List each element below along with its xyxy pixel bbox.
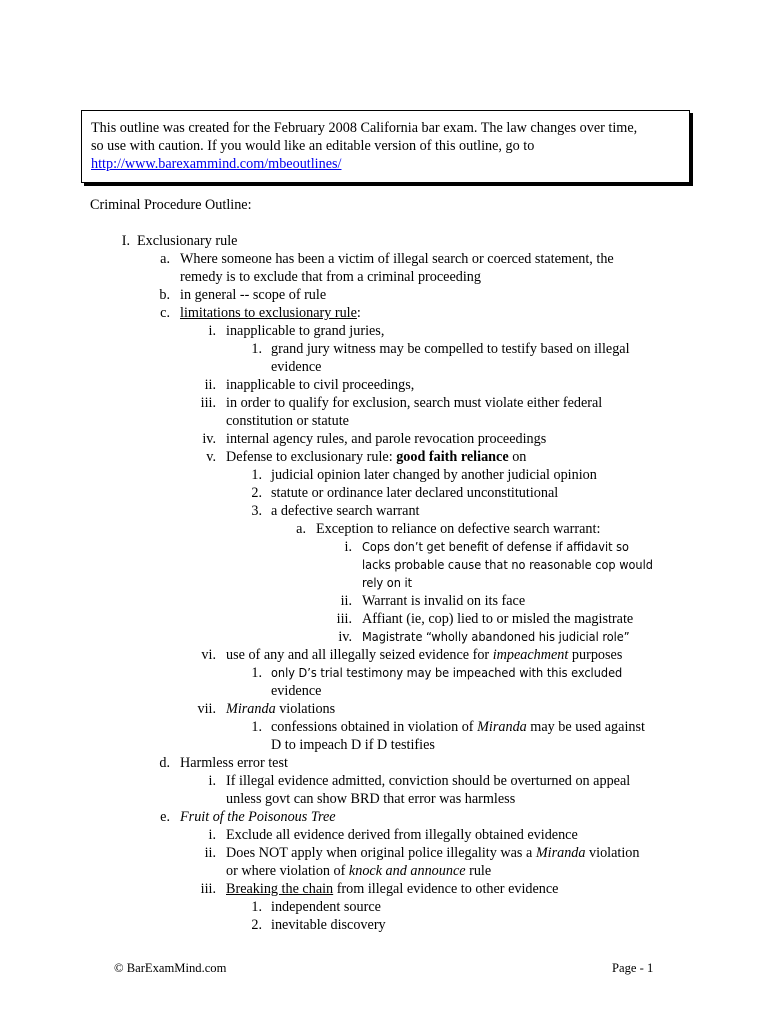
marker-c: c. bbox=[160, 305, 170, 321]
item-a-line-1: Where someone has been a victim of illegal search or coerced statement, the bbox=[180, 251, 614, 267]
item-e-ii-line-1 bbox=[226, 844, 639, 862]
notice-line-1: This outline was created for the February 2008 California bar exam. The law changes over time, bbox=[91, 120, 638, 136]
item-c-iii-line-1: in order to qualify for exclusion, search must violate either federal bbox=[226, 395, 603, 411]
item-e-ii-suffix: violation bbox=[585, 845, 640, 861]
item-c-vi bbox=[226, 646, 622, 664]
item-c-vii-1-line-2: D to impeach D if D testifies bbox=[271, 737, 435, 753]
marker-c-vii-1: 1. bbox=[251, 719, 262, 735]
marker-exception-iv: iv. bbox=[338, 629, 352, 645]
marker-c-iii: iii. bbox=[200, 395, 216, 411]
item-e-iii bbox=[226, 880, 558, 898]
item-c-vi-italic: impeachment bbox=[492, 647, 569, 663]
marker-c-v-3-a: a. bbox=[296, 521, 306, 537]
item-e-ii-prefix: Does NOT apply when original police illegality was a bbox=[226, 845, 536, 861]
notice-text bbox=[91, 119, 687, 173]
marker-exception-iii: iii. bbox=[336, 611, 352, 627]
item-e-iii-suffix: from illegal evidence to other evidence bbox=[333, 881, 559, 897]
item-c-vii bbox=[226, 700, 335, 718]
item-e-i: Exclude all evidence derived from illegally obtained evidence bbox=[226, 827, 578, 843]
marker-exception-i: i. bbox=[344, 539, 352, 555]
item-c-i: inapplicable to grand juries, bbox=[226, 323, 385, 339]
item-c-v bbox=[226, 448, 526, 466]
marker-c-vi-1: 1. bbox=[251, 665, 262, 681]
exception-i-line-2: lacks probable cause that no reasonable cop would bbox=[362, 557, 653, 572]
item-c-i-1-line-2: evidence bbox=[271, 359, 322, 375]
marker-a: a. bbox=[160, 251, 170, 267]
footer-page-number: Page - 1 bbox=[612, 961, 654, 975]
notice-box bbox=[81, 110, 690, 183]
exception-iii: Affiant (ie, cop) lied to or misled the magistrate bbox=[362, 611, 634, 627]
marker-e-iii: iii. bbox=[200, 881, 216, 897]
item-c-vii-italic: Miranda bbox=[226, 701, 276, 717]
item-c bbox=[180, 304, 361, 322]
item-c-v-3-a: Exception to reliance on defective search warrant: bbox=[316, 521, 601, 537]
exception-ii: Warrant is invalid on its face bbox=[362, 593, 526, 609]
exception-i-line-3: rely on it bbox=[362, 575, 413, 590]
item-I: Exclusionary rule bbox=[137, 233, 238, 249]
item-e-iii-2: inevitable discovery bbox=[271, 917, 386, 933]
marker-exception-ii: ii. bbox=[340, 593, 352, 609]
outline-link[interactable]: http://www.barexammind.com/mbeoutlines/ bbox=[91, 156, 342, 172]
marker-c-i-1: 1. bbox=[251, 341, 262, 357]
exception-iv: Magistrate “wholly abandoned his judicial role” bbox=[362, 629, 630, 644]
item-c-vii-1-suffix: may be used against bbox=[526, 719, 645, 735]
item-b: in general -- scope of rule bbox=[180, 287, 327, 303]
item-c-underlined: limitations to exclusionary rule bbox=[180, 305, 357, 321]
item-c-v-1: judicial opinion later changed by another judicial opinion bbox=[271, 467, 597, 483]
item-c-v-3: a defective search warrant bbox=[271, 503, 420, 519]
item-d: Harmless error test bbox=[180, 755, 288, 771]
marker-b: b. bbox=[159, 287, 170, 303]
marker-e-iii-1: 1. bbox=[251, 899, 262, 915]
item-e-ii-italic: Miranda bbox=[535, 845, 586, 861]
item-e-ii-line2-prefix: or where violation of bbox=[226, 863, 349, 879]
item-e-ii-line2-suffix: rule bbox=[465, 863, 492, 879]
item-c-i-1-line-1: grand jury witness may be compelled to testify based on illegal bbox=[271, 341, 630, 357]
item-c-vi-suffix: purposes bbox=[568, 647, 623, 663]
item-c-iv: internal agency rules, and parole revocation proceedings bbox=[226, 431, 547, 447]
item-e-iii-underlined: Breaking the chain bbox=[226, 881, 334, 897]
item-e-iii-1: independent source bbox=[271, 899, 381, 915]
marker-e-i: i. bbox=[208, 827, 216, 843]
marker-c-vi: vi. bbox=[201, 647, 216, 663]
item-c-v-prefix: Defense to exclusionary rule: bbox=[226, 449, 397, 465]
item-c-v-2: statute or ordinance later declared unconstitutional bbox=[271, 485, 559, 501]
marker-c-i: i. bbox=[208, 323, 216, 339]
item-c-vi-1-line-2: evidence bbox=[271, 683, 322, 699]
item-c-v-suffix: on bbox=[508, 449, 527, 465]
page-title: Criminal Procedure Outline: bbox=[90, 197, 252, 213]
item-c-iii-line-2: constitution or statute bbox=[226, 413, 349, 429]
marker-c-v-2: 2. bbox=[251, 485, 262, 501]
item-c-vi-prefix: use of any and all illegally seized evidence for bbox=[226, 647, 493, 663]
item-e: Fruit of the Poisonous Tree bbox=[180, 809, 336, 825]
item-c-vii-suffix: violations bbox=[275, 701, 336, 717]
item-c-vii-1-prefix: confessions obtained in violation of bbox=[271, 719, 478, 735]
item-c-vi-1-line-1: only D’s trial testimony may be impeached with this excluded bbox=[271, 665, 623, 680]
marker-c-vii: vii. bbox=[197, 701, 216, 717]
marker-e: e. bbox=[160, 809, 170, 825]
marker-e-iii-2: 2. bbox=[251, 917, 262, 933]
exception-i-line-1: Cops don’t get benefit of defense if affidavit so bbox=[362, 539, 629, 554]
marker-c-v-3: 3. bbox=[251, 503, 262, 519]
notice-line-2: so use with caution. If you would like an editable version of this outline, go to bbox=[91, 138, 535, 154]
item-c-vii-1-line-1 bbox=[271, 718, 645, 736]
marker-c-ii: ii. bbox=[204, 377, 216, 393]
marker-c-v-1: 1. bbox=[251, 467, 262, 483]
marker-c-iv: iv. bbox=[202, 431, 216, 447]
marker-c-v: v. bbox=[206, 449, 216, 465]
marker-I: I. bbox=[121, 233, 130, 249]
item-e-ii-line-2 bbox=[226, 862, 491, 880]
item-a-line-2: remedy is to exclude that from a criminal proceeding bbox=[180, 269, 481, 285]
item-d-i-line-2: unless govt can show BRD that error was harmless bbox=[226, 791, 516, 807]
item-e-ii-line2-italic: knock and announce bbox=[348, 863, 466, 879]
item-c-v-bold: good faith reliance bbox=[396, 449, 509, 465]
item-d-i-line-1: If illegal evidence admitted, conviction should be overturned on appeal bbox=[226, 773, 631, 789]
marker-e-ii: ii. bbox=[204, 845, 216, 861]
item-c-vii-1-italic: Miranda bbox=[477, 719, 527, 735]
footer-copyright: © BarExamMind.com bbox=[114, 961, 227, 975]
item-c-ii: inapplicable to civil proceedings, bbox=[226, 377, 415, 393]
marker-d-i: i. bbox=[208, 773, 216, 789]
marker-d: d. bbox=[159, 755, 170, 771]
item-c-suffix: : bbox=[356, 305, 361, 321]
